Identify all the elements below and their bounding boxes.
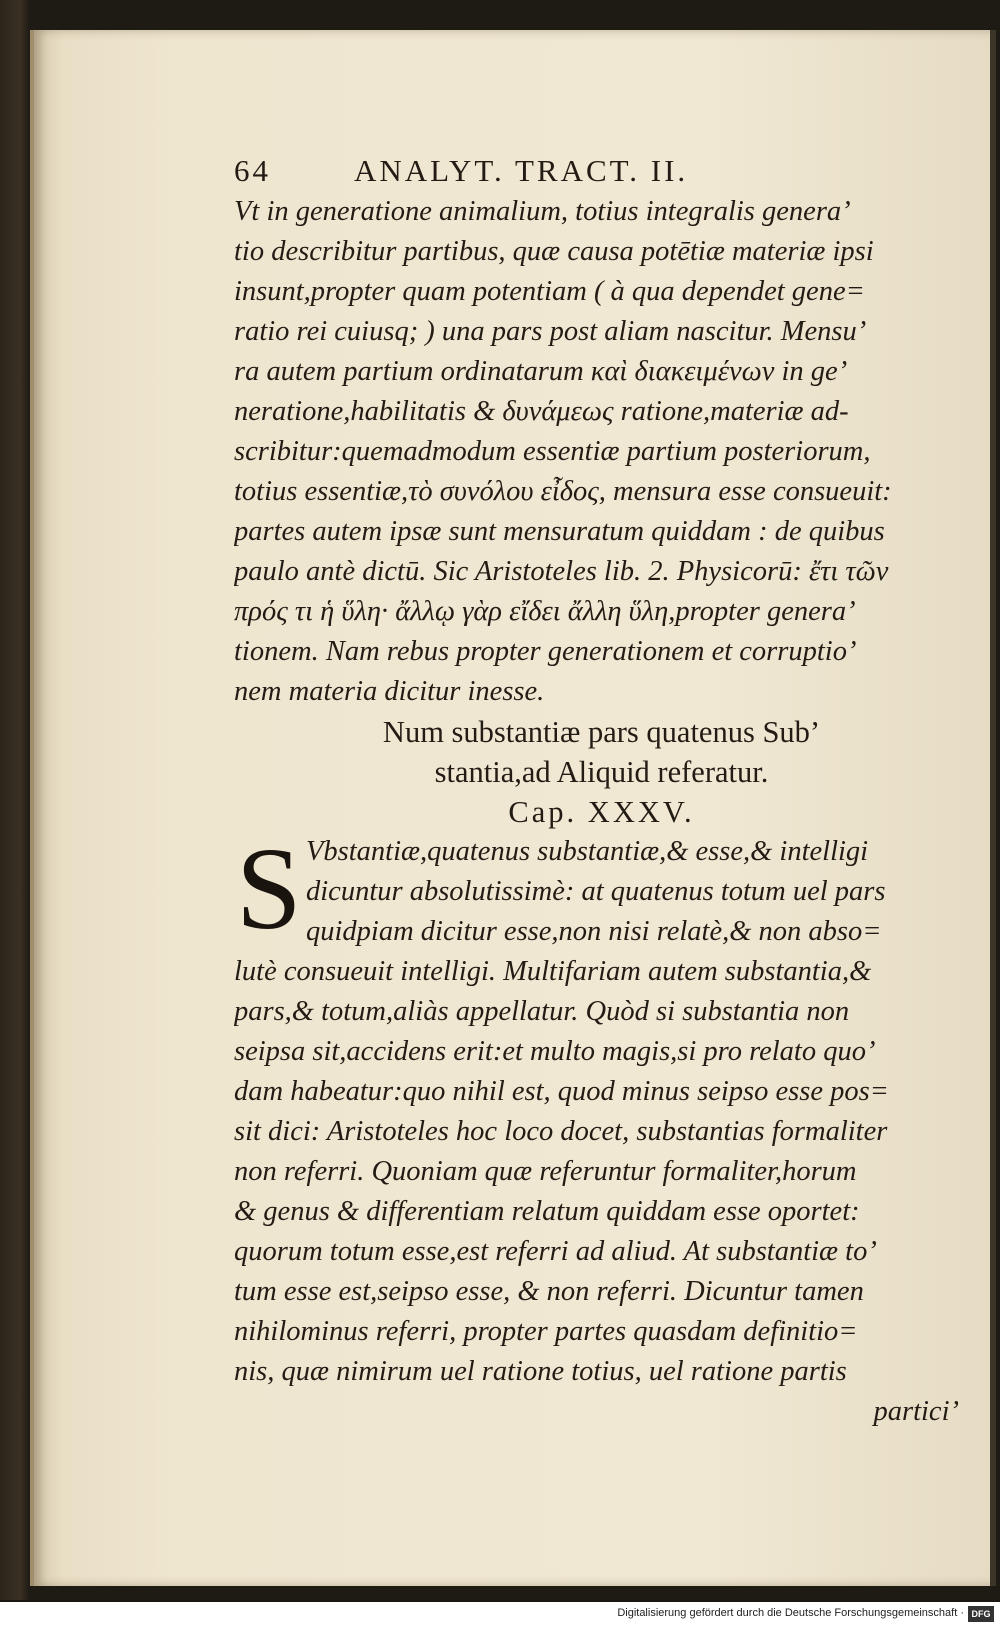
running-title: ANALYT. TRACT. II. (354, 153, 689, 188)
text-line: scribitur:quemadmodum essentiæ partium posteriorum, (234, 436, 871, 467)
heading-line: Num substantiæ pars quatenus Sub’ (382, 715, 821, 749)
text-line: ratio rei cuiusq; ) una pars post aliam nascitur. Mensu’ (234, 316, 867, 347)
text-line: πρός τι ἡ ὕλη· ἄλλῳ γὰρ εἴδει ἄλλη ὕλη,propter genera’ (234, 596, 856, 627)
text-line: sit dici: Aristoteles hoc loco docet, substantias formaliter (234, 1116, 888, 1147)
text-line: insunt,propter quam potentiam ( à qua dependet gene= (234, 276, 865, 307)
paragraph-before-heading (234, 192, 969, 712)
text-line: nis, quæ nimirum uel ratione totius, uel ratione partis (234, 1356, 847, 1387)
text-line: Vbstantiæ,quatenus substantiæ,& esse,& intelligi (306, 836, 869, 867)
text-line: partes autem ipsæ sunt mensuratum quiddam : de quibus (234, 516, 885, 547)
text-line: nem materia dicitur inesse. (234, 676, 545, 707)
book-page (30, 30, 996, 1586)
text-line: dam habeatur:quo nihil est, quod minus seipso esse pos= (234, 1076, 889, 1107)
text-line: paulo antè dictū. Sic Aristoteles lib. 2. Physicorū: ἔτι τῶν (234, 556, 889, 587)
text-line: & genus & differentiam relatum quiddam esse oportet: (234, 1196, 860, 1227)
text-line: nihilominus referri, propter partes quasdam definitio= (234, 1316, 858, 1347)
text-line: dicuntur absolutissimè: at quatenus totum uel pars (306, 876, 886, 907)
digitization-footer (0, 1602, 1000, 1628)
text-line: tum esse est,seipso esse, & non referri. Dicuntur tamen (234, 1276, 864, 1307)
catchword: partici’ (873, 1396, 959, 1427)
page-edge (990, 30, 996, 1586)
drop-cap: S (236, 823, 302, 954)
text-line: lutè consueuit intelligi. Multifariam autem substantia,& (234, 956, 872, 987)
text-line: quorum totum esse,est referri ad aliud. At substantiæ to’ (234, 1236, 877, 1267)
text-line: pars,& totum,aliàs appellatur. Quòd si substantia non (234, 996, 850, 1027)
text-line: neratione,habilitatis & δυνάμεως ratione,materiæ ad- (234, 396, 849, 427)
chapter-heading (234, 712, 969, 832)
chapter-number: Cap. XXXV. (508, 795, 695, 829)
text-line: tio describitur partibus, quæ causa potētiæ materiæ ipsi (234, 236, 874, 267)
text-line: seipsa sit,accidens erit:et multo magis,si pro relato quo’ (234, 1036, 876, 1067)
text-line: non referri. Quoniam quæ referuntur formaliter,horum (234, 1156, 857, 1187)
running-header (234, 150, 969, 192)
text-block (234, 150, 969, 1432)
chapter-paragraph (234, 823, 969, 1392)
text-line: ra autem partium ordinatarum καὶ διακειμένων in ge’ (234, 356, 848, 387)
heading-line: stantia,ad Aliquid referatur. (434, 755, 769, 789)
text-line: tionem. Nam rebus propter generationem et corruptio’ (234, 636, 857, 667)
dfg-logo-icon: DFG (968, 1606, 994, 1622)
page-number: 64 (234, 153, 271, 188)
text-line: Vt in generatione animalium, totius integralis genera’ (234, 196, 851, 227)
text-line: totius essentiæ,τὸ συνόλου εἶδος, mensura esse consueuit: (234, 476, 892, 507)
footer-credit: Digitalisierung gefördert durch die Deutsche Forschungsgemeinschaft · (617, 1607, 964, 1619)
text-line: quidpiam dicitur esse,non nisi relatè,& non abso= (306, 916, 882, 947)
